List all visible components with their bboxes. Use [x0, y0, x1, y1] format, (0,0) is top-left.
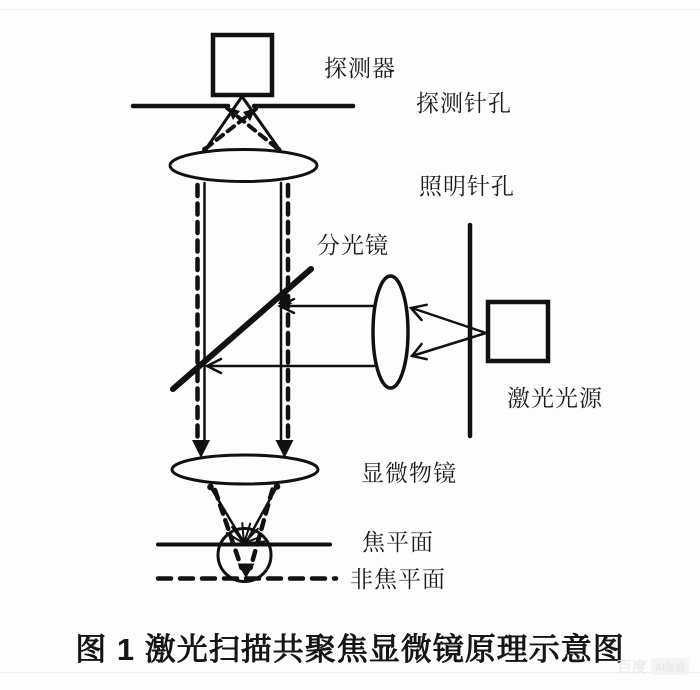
watermark-brand: 百度	[617, 659, 648, 676]
watermark	[617, 656, 689, 677]
bottom-divider	[0, 672, 700, 673]
detector-label: 探测器	[324, 55, 396, 81]
figure-caption: 图 1 激光扫描共聚焦显微镜原理示意图	[75, 632, 625, 667]
non-focal-plane-label: 非焦平面	[350, 566, 446, 592]
objective-lens	[172, 455, 318, 484]
out-of-focus-rays-top	[205, 108, 278, 149]
illumination-pinhole-label: 照明针孔	[419, 173, 515, 199]
vertical-beam-solid	[205, 183, 282, 443]
detector-box	[213, 35, 272, 95]
collector-lens	[170, 150, 317, 182]
collimating-lens	[373, 276, 408, 388]
detection-pinhole-label: 探测针孔	[416, 90, 512, 116]
non-focal-arrowhead	[238, 564, 255, 579]
objective-label: 显微物镜	[361, 460, 457, 486]
beam-splitter-mirror	[173, 269, 311, 389]
vertical-beam-dashed	[198, 185, 289, 440]
focal-plane-label: 焦平面	[362, 529, 434, 555]
laser-divergent-rays	[411, 305, 486, 359]
blocked-ray-arrowheads	[202, 107, 282, 153]
laser-source-box	[488, 302, 548, 361]
laser-source-label: 激光光源	[507, 385, 603, 411]
watermark-badge: AI生成	[651, 658, 689, 675]
beam-splitter-label: 分光镜	[317, 232, 389, 258]
